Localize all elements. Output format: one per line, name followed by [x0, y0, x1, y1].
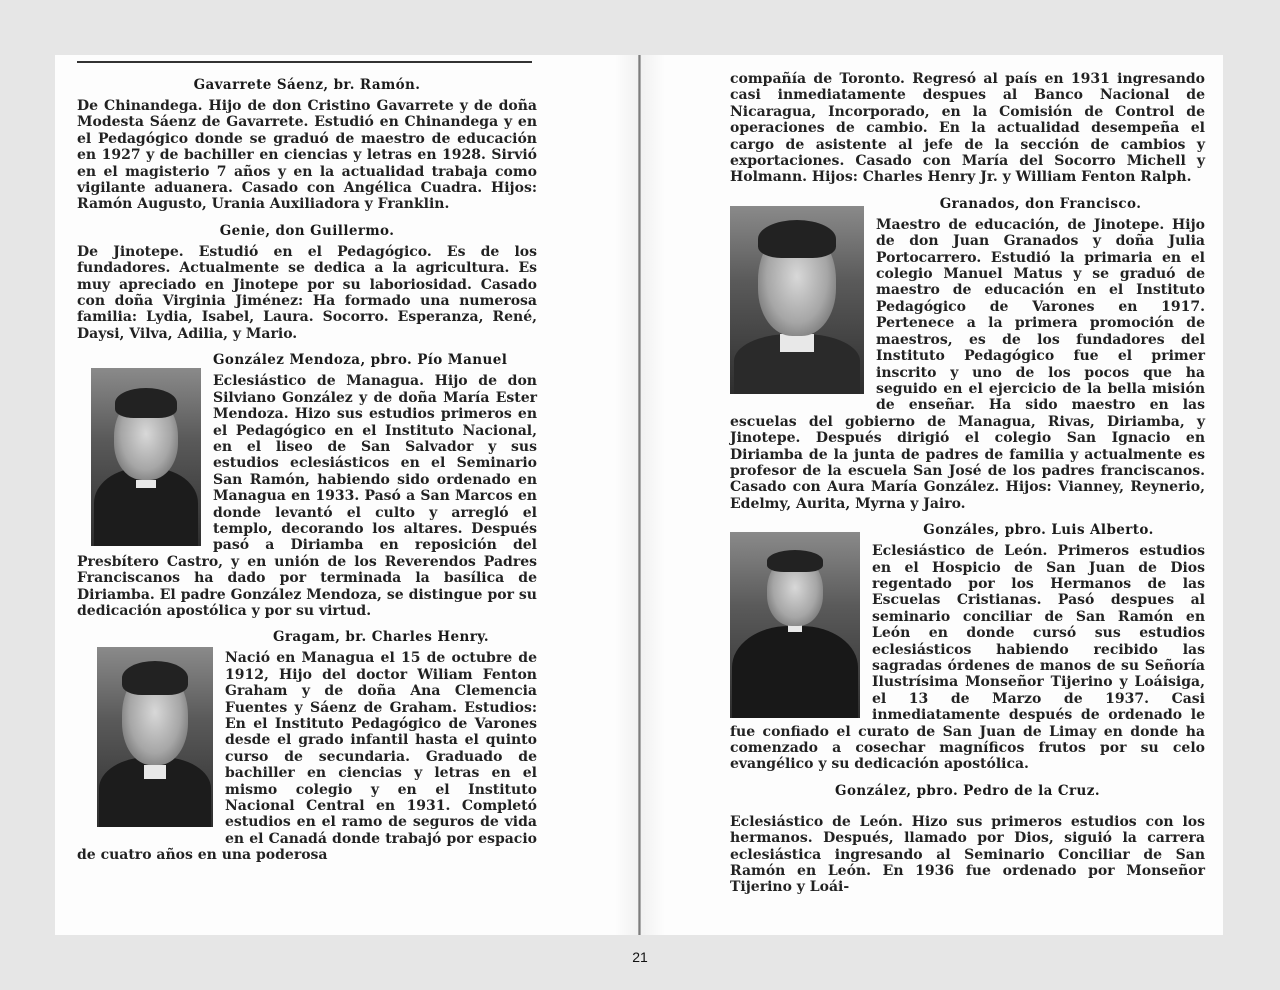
entry-title-gonzales-luis: Gonzáles, pbro. Luis Alberto. — [923, 522, 1154, 539]
book-gutter — [638, 55, 641, 935]
portrait-photo-gonzalez-mendoza — [91, 368, 201, 546]
scanned-book-spread — [55, 55, 1223, 935]
entry-title-gragam: Gragam, br. Charles Henry. — [272, 629, 490, 646]
portrait-photo-gonzales-luis — [730, 532, 860, 718]
entry-body-gragam-continued: compañía de Toronto. Regresó al país en 1931 ingresando casi inmediatamente despues al Banco Nacional de Nicaragua, Incorporado, en la Comisión de Control de operaciones de cambio. En la actualidad desempeña el cargo de asistente al jefe de la sección de cambios y exportaciones. Casado con María del Socorro Michell y Holmann. Hijos: Charles Henry Jr. y William Fenton Ralph. — [730, 71, 1205, 186]
entry-body-gragam: Nació en Managua el 15 de octubre de 1912, Hijo del doctor Wiliam Fenton Graham y de doña Ana Clemencia Fuentes y Sáenz de Graham. Estudios: En el Instituto Pedagógico de Varones desde el grado infantil hasta el quinto curso de secundaria. Graduado de bachiller en ciencias y letras en el mismo colegio y en el Instituto Nacional Central en 1931. Completó estudios en el ramo de seguros de vida en el Canadá donde trabajó por espacio de cuatro años en una poderosa — [77, 650, 537, 864]
entry-title-gonzalez-pedro: González, pbro. Pedro de la Cruz. — [835, 782, 1100, 799]
entry-title-gavarrete: Gavarrete Sáenz, br. Ramón. — [193, 77, 421, 93]
portrait-photo-gragam — [97, 647, 213, 827]
portrait-photo-granados — [730, 206, 864, 394]
entry-title-genie: Genie, don Guillermo. — [219, 222, 395, 239]
page-number: 21 — [632, 949, 648, 965]
entry-body-gonzalez-mendoza: Eclesiástico de Managua. Hijo de don Silviano González y de doña María Ester Mendoza. Hizo sus estudios primeros en el Pedagógico en el Instituto Nacional, en el liseo de San Salvador y sus estudios eclesiásticos en el Seminario San Ramón, habiendo sido ordenado en Managua en 1933. Pasó a San Marcos en donde levantó el culto y arregló el templo, decorando los altares. Después pasó a Diriamba en reposición del Presbítero Castro, y en unión de los Reverendos Padres Franciscanos ha dado por terminada la basílica de Diriamba. El padre González Mendoza, se distingue por su dedicación apostólica y por su virtud. — [77, 373, 537, 619]
entry-body-gonzales-luis: Eclesiástico de León. Primeros estudios en el Hospicio de San Juan de Dios regentado por los Hermanos de las Escuelas Cristianas. Pasó despues al seminario conciliar de San Ramón en León en donde cursó sus estudios eclesiásticos habiendo recibido las sagradas órdenes de manos de su Señoría Ilustrísima Monseñor Tijerino y Loáisiga, el 13 de Marzo de 1937. Casi inmediatamente después de ordenado le fue confiado el curato de San Juan de Limay en donde ha comenzado a cosechar magníficos frutos por su celo evangélico y su dedicación apostólica. — [730, 543, 1205, 773]
entry-title-gonzalez-mendoza: González Mendoza, pbro. Pío Manuel — [213, 352, 508, 369]
right-page — [730, 71, 1205, 896]
left-page — [77, 77, 537, 864]
entry-body-genie: De Jinotepe. Estudió en el Pedagógico. Es de los fundadores. Actualmente se dedica a la agricultura. Es muy apreciado en Jinotepe por su laboriosidad. Casado con doña Virginia Jiménez: Ha formado una numerosa familia: Lydia, Isabel, Laura. Socorro. Esperanza, René, Daysi, Vilva, Adilia, y Mario. — [77, 243, 537, 342]
entry-body-granados: Maestro de educación, de Jinotepe. Hijo de don Juan Granados y doña Julia Portocarrero. Estudió la primaria en el colegio Manuel Matus y se graduó de maestro de educación en el Instituto Pedagógico de Varones en 1917. Pertenece a la primera promoción de maestros, es de los fundadores del Instituto Pedagógico fue el primer inscrito y uno de los pocos que ha seguido en el ejercicio de la bella misión de enseñar. Ha sido maestro en las escuelas del gobierno de Managua, Rivas, Diriamba, y Jinotepe. Después dirigió el colegio San Ignacio en Diriamba de la junta de padres de familia y actualmente es profesor de la escuela San José de los padres franciscanos. Casado con Aura María González. Hijos: Vianney, Reynerio, Edelmy, Aurita, Myrna y Jairo. — [730, 216, 1205, 512]
entry-title-granados: Granados, don Francisco. — [939, 195, 1142, 212]
entry-body-gonzalez-pedro: Eclesiástico de León. Hizo sus primeros estudios con los hermanos. Después, llamado por Dios, siguió la carrera eclesiástica ingresando al Seminario Conciliar de San Ramón en León. En 1936 fue ordenado por Monseñor Tijerino y Loái- — [730, 813, 1205, 896]
top-rule — [77, 61, 532, 63]
entry-body-gavarrete: De Chinandega. Hijo de don Cristino Gavarrete y de doña Modesta Sáenz de Gavarrete. Estudió en Chinandega y en el Pedagógico donde se graduó de maestro de educación en 1927 y de bachiller en ciencias y letras en 1928. Sirvió en el magisterio 7 años y en la actualidad trabaja como vigilante aduanera. Casado con Angélica Cuadra. Hijos: Ramón Augusto, Urania Auxiliadora y Franklin. — [77, 98, 537, 213]
